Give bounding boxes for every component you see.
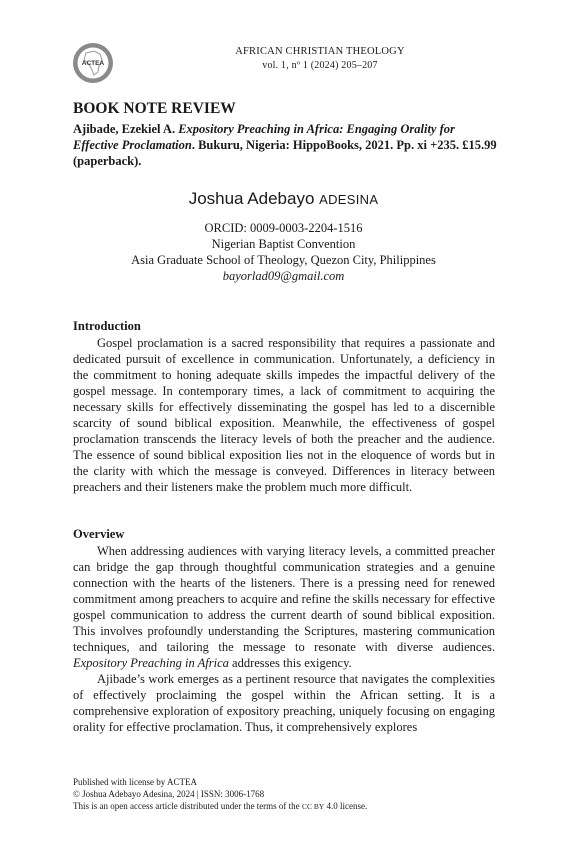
author-name xyxy=(0,189,567,209)
svg-text:ACTEA: ACTEA xyxy=(81,60,105,67)
footer-line-1: Published with license by ACTEA xyxy=(73,777,197,787)
section-title: Introduction xyxy=(73,319,141,333)
author-orcid: ORCID: 0009-0003-2204-1516 xyxy=(204,221,363,235)
paragraph: Gospel proclamation is a sacred responsibility that requires a passionate and dedicated pursuit of excellence in communication. Unfortunately, a deficiency in the commitment to honing adequate skills impedes the impactful delivery of the gospel message. In contemporary times, a lack of commitment to acquiring the necessary skills for effectively disseminating the gospel has led to a discernible scarcity of sound biblical exposition. Meanwhile, the effectiveness of gospel proclamation transcends the literacy levels of both the preacher and the audience. The essence of sound biblical exposition lies not in the eloquence of words but in the clarity with which the message is conveyed. Differences in literacy between preachers and their listeners make the problem much more difficult. xyxy=(73,336,495,494)
book-title-italic: Expository Preaching in Africa xyxy=(73,656,229,670)
author-affiliation-2: Asia Graduate School of Theology, Quezon City, Philippines xyxy=(131,253,436,267)
paragraph-text: When addressing audiences with varying literacy levels, a committed preacher can bridge the gap through thoughtful communication strategies and a genuine connection with the hearts of the listeners. There is a pressing need for renewed commitment among preachers to acquire and refine the skills necessary for effective gospel communication to address the current dearth of sound biblical exposition. This involves profoundly understanding the Scriptures, mastering communication techniques, and tailoring the message to resonate with diverse audiences. xyxy=(73,544,495,654)
paragraph: Ajibade’s work emerges as a pertinent resource that navigates the complexities of effectively proclaiming the gospel within the African setting. It is a comprehensive exploration of expository preaching, uniquely focusing on engaging orality for effective proclamation. Thus, it comprehensively explores xyxy=(73,672,495,734)
author-email: bayorlad09@gmail.com xyxy=(222,269,345,283)
footer-line-2: © Joshua Adebayo Adesina, 2024 | ISSN: 3006-1768 xyxy=(73,789,265,799)
paragraph-text: addresses this exigency. xyxy=(228,656,352,670)
section-title: Overview xyxy=(73,527,125,541)
actea-logo xyxy=(72,42,114,84)
journal-issue: vol. 1, nº 1 (2024) 205–207 xyxy=(262,60,378,71)
ref-title: Expository Preaching in Africa: Engaging Orality for Effective Proclamation xyxy=(73,122,455,152)
cc-license: CC BY xyxy=(301,802,325,811)
paragraph xyxy=(73,543,495,671)
ref-tail: . Bukuru, Nigeria: HippoBooks, 2021. Pp. xi +235. £15.99 (paperback). xyxy=(73,138,497,168)
author-affiliation-1: Nigerian Baptist Convention xyxy=(211,237,356,251)
license-footer xyxy=(73,776,367,813)
section-introduction xyxy=(73,318,495,495)
ref-author: Ajibade, Ezekiel A. xyxy=(73,122,179,136)
footer-text: This is an open access article distributed under the terms of the xyxy=(73,801,302,811)
section-overview xyxy=(73,526,495,735)
journal-title: AFRICAN CHRISTIAN THEOLOGY xyxy=(235,46,405,57)
author-family: ADESINA xyxy=(319,192,379,207)
footer-line-3 xyxy=(73,800,367,813)
article-kicker: BOOK NOTE REVIEW xyxy=(73,100,236,117)
footer-text: 4.0 license. xyxy=(324,801,368,811)
book-reference xyxy=(73,121,498,169)
author-given: Joshua Adebayo xyxy=(188,189,320,208)
